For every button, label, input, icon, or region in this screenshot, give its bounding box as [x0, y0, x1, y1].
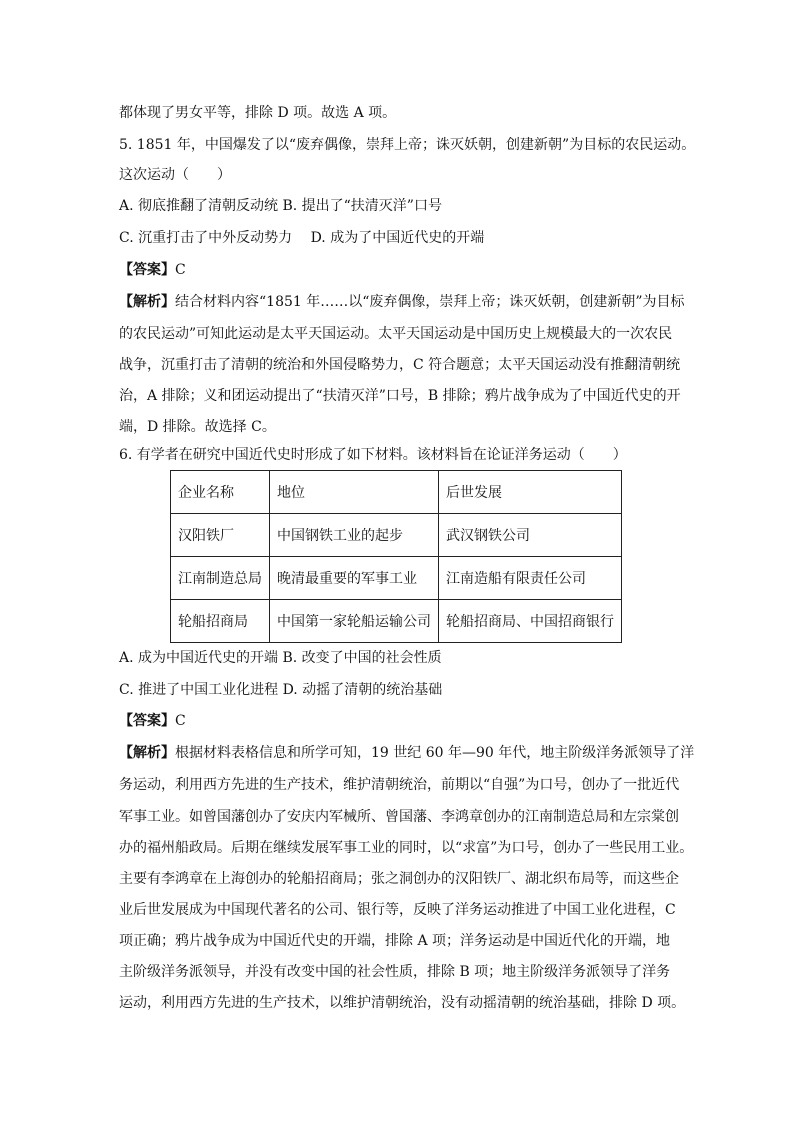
q6-analysis-7: 项正确；鸦片战争成为中国近代史的开端，排除 A 项；洋务运动是中国近代化的开端，地: [119, 933, 671, 949]
q6-analysis-9: 运动，利用西方先进的生产技术，以维护清朝统治，没有动摇清朝的统治基础，排除 D 项。: [119, 995, 686, 1011]
table-cell: 轮船招商局: [171, 600, 270, 643]
q5-options-ab: A. 彻底推翻了清朝反动统 B. 提出了“扶清灭洋”口号: [119, 198, 442, 214]
q6-answer-value: C: [175, 713, 186, 729]
q6-analysis-2: 务运动，利用西方先进的生产技术，维护清朝统治，前期以“自强”为口号，创办了一批近代: [119, 777, 680, 793]
q6-answer: [119, 711, 186, 731]
enterprise-table: [170, 470, 622, 643]
table-cell: 中国第一家轮船运输公司: [270, 600, 439, 643]
q5-answer-tag: 【答案】: [119, 262, 175, 278]
q5-analysis-1: [119, 292, 685, 312]
table-cell: 江南造船有限责任公司: [439, 557, 622, 600]
q6-analysis-tag: 【解析】: [119, 745, 175, 761]
table-cell: 中国钢铁工业的起步: [270, 514, 439, 557]
q6-options-ab: A. 成为中国近代史的开端 B. 改变了中国的社会性质: [119, 650, 442, 666]
q5-analysis-text: 结合材料内容“1851 年……以“废弃偶像，崇拜上帝；诛灭妖朝，创建新朝”为目标: [175, 294, 685, 310]
q5-answer-value: C: [175, 262, 186, 278]
q5-analysis-5: 端，D 排除。故选择 C。: [119, 419, 276, 435]
q6-analysis-6: 业后世发展成为中国现代著名的公司、银行等，反映了洋务运动推进了中国工业化进程，C: [119, 902, 676, 918]
q6-analysis-text: 根据材料表格信息和所学可知，19 世纪 60 年—90 年代，地主阶级洋务派领导了洋: [175, 745, 695, 761]
table-row: [171, 557, 622, 600]
table-cell: 江南制造总局: [171, 557, 270, 600]
q6-options-cd: C. 推进了中国工业化进程 D. 动摇了清朝的统治基础: [119, 682, 443, 698]
q6-stem: 6. 有学者在研究中国近代史时形成了如下材料。该材料旨在论证洋务运动（ ）: [119, 447, 627, 463]
q5-analysis-tag: 【解析】: [119, 294, 175, 310]
line-prev-conclusion: 都体现了男女平等，排除 D 项。故选 A 项。: [119, 105, 397, 121]
table-header-cell: 地位: [270, 471, 439, 514]
q6-answer-tag: 【答案】: [119, 713, 175, 729]
q5-analysis-2: 的农民运动”可知此运动是太平天国运动。太平天国运动是中国历史上规模最大的一次农民: [119, 326, 673, 342]
table-header-row: [171, 471, 622, 514]
q5-analysis-4: 治，A 排除；义和团运动提出了“扶清灭洋”口号，B 排除；鸦片战争成为了中国近代史的开: [119, 388, 681, 404]
q5-stem-2: 这次运动（ ）: [119, 167, 231, 183]
table-header-cell: 企业名称: [171, 471, 270, 514]
table-cell: 汉阳铁厂: [171, 514, 270, 557]
q6-analysis-1: [119, 743, 694, 763]
q5-options-cd: C. 沉重打击了中外反动势力 D. 成为了中国近代史的开端: [119, 230, 485, 246]
q5-analysis-3: 战争，沉重打击了清朝的统治和外国侵略势力，C 符合题意；太平天国运动没有推翻清朝统: [119, 357, 681, 373]
table-cell: 轮船招商局、中国招商银行: [439, 600, 622, 643]
q5-stem-1: 5. 1851 年，中国爆发了以“废弃偶像，崇拜上帝；诛灭妖朝，创建新朝”为目标的农民运动。: [119, 137, 696, 153]
q6-analysis-5: 主要有李鸿章在上海创办的轮船招商局；张之洞创办的汉阳铁厂、湖北织布局等，而这些企: [119, 871, 679, 887]
table-row: [171, 600, 622, 643]
q5-answer: [119, 260, 186, 280]
q6-analysis-3: 军事工业。如曾国藩创办了安庆内军械所、曾国藩、李鸿章创办的江南制造总局和左宗棠创: [119, 809, 679, 825]
q6-analysis-4: 办的福州船政局。后期在继续发展军事工业的同时，以“求富”为口号，创办了一些民用工业。: [119, 840, 694, 856]
table-header-cell: 后世发展: [439, 471, 622, 514]
table-cell: 武汉钢铁公司: [439, 514, 622, 557]
table-row: [171, 514, 622, 557]
q6-analysis-8: 主阶级洋务派领导，并没有改变中国的社会性质，排除 B 项；地主阶级洋务派领导了洋务: [119, 964, 671, 980]
table-cell: 晚清最重要的军事工业: [270, 557, 439, 600]
